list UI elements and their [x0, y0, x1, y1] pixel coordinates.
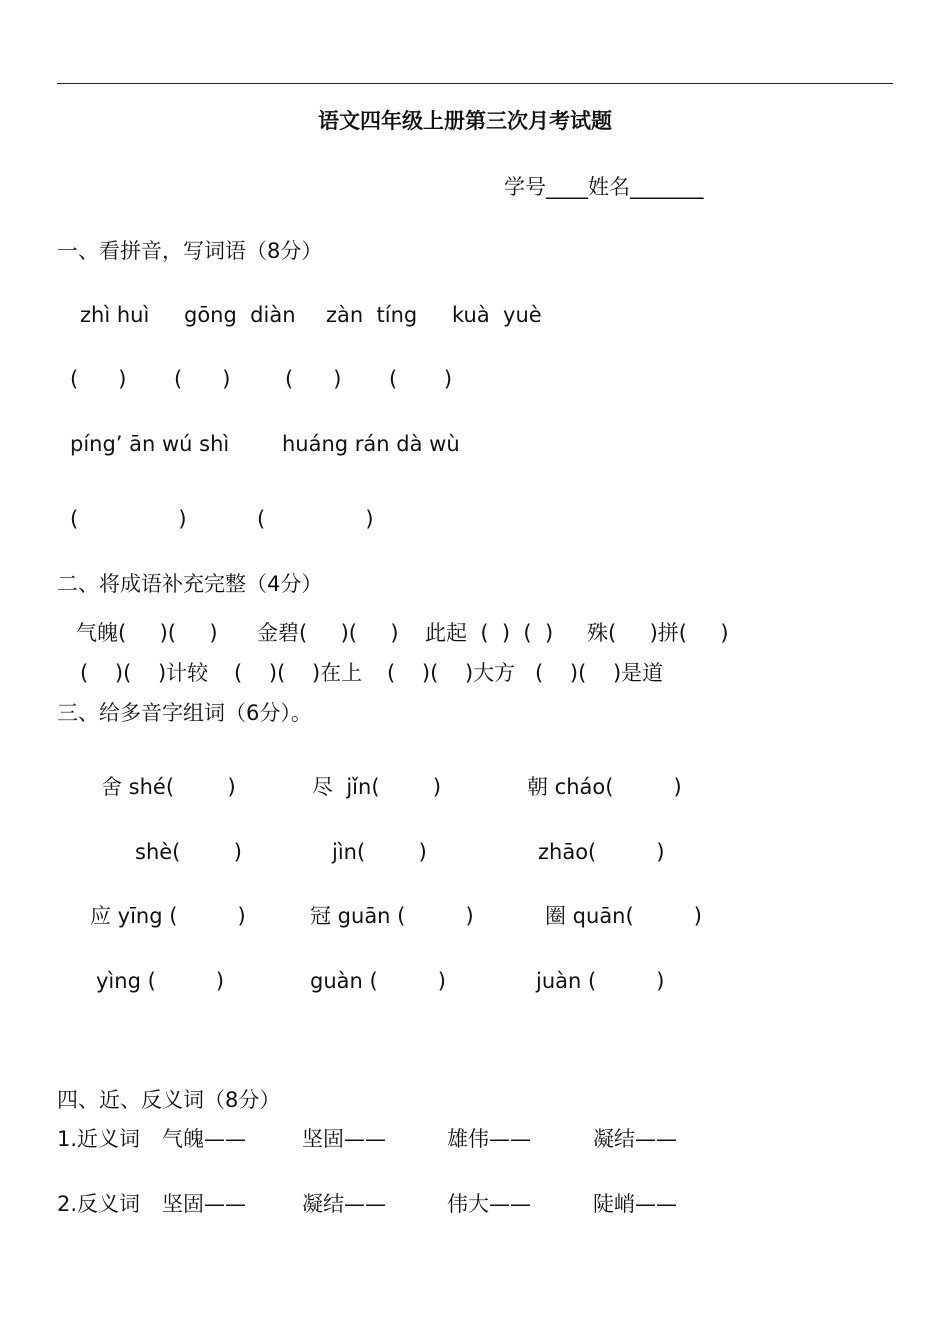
pinyin-item: gōng diàn [184, 303, 296, 327]
pinyin-item: huáng rán dà wù [282, 432, 460, 456]
pinyin-item: zàn tíng [326, 303, 418, 327]
answer-blank: ( ) [174, 367, 231, 391]
idiom-item: ( )( )是道 [535, 661, 664, 685]
polyphone-item: juàn ( ) [536, 969, 665, 993]
answer-blank: ( ) [70, 507, 187, 531]
polyphone-item: 舍 shé( ) [101, 775, 236, 799]
word-pair-item: 坚固—— [302, 1127, 386, 1151]
section4-heading: 四、近、反义词（8分） [57, 1088, 281, 1112]
synonym-label: 1.近义词 [57, 1127, 141, 1151]
polyphone-item: 尽 jǐn( ) [312, 775, 442, 799]
student-info-line: 学号____姓名_______ [504, 175, 704, 199]
word-pair-item: 陡峭—— [593, 1192, 677, 1216]
pinyin-item: kuà yuè [452, 303, 542, 327]
idiom-item: 殊( )拼( ) [587, 621, 729, 645]
section3-heading: 三、给多音字组词（6分）。 [57, 701, 312, 725]
polyphone-item: yìng ( ) [96, 969, 225, 993]
answer-blank: ( ) [70, 367, 127, 391]
word-pair-item: 凝结—— [593, 1127, 677, 1151]
word-pair-item: 气魄—— [162, 1127, 246, 1151]
pinyin-item: zhì huì [80, 303, 150, 327]
page-title: 语文四年级上册第三次月考试题 [318, 109, 612, 133]
polyphone-item: guàn ( ) [310, 969, 446, 993]
answer-blank: ( ) [389, 367, 453, 391]
word-pair-item: 坚固—— [162, 1192, 246, 1216]
answer-blank: ( ) [285, 367, 342, 391]
idiom-item: 金碧( )( ) [257, 621, 399, 645]
idiom-item: 此起 ( ) ( ) [425, 621, 554, 645]
pinyin-item: píng’ ān wú shì [70, 432, 230, 456]
polyphone-item: 朝 cháo( ) [527, 775, 682, 799]
top-rule [57, 83, 893, 84]
polyphone-item: 应 yīng ( ) [90, 904, 246, 928]
word-pair-item: 伟大—— [447, 1192, 531, 1216]
answer-blank: ( ) [257, 507, 374, 531]
word-pair-item: 雄伟—— [447, 1127, 531, 1151]
section2-heading: 二、将成语补充完整（4分） [57, 572, 323, 596]
polyphone-item: 圈 quān( ) [545, 904, 702, 928]
idiom-item: ( )( )在上 [234, 661, 363, 685]
antonym-label: 2.反义词 [57, 1192, 141, 1216]
idiom-item: 气魄( )( ) [76, 621, 218, 645]
polyphone-item: zhāo( ) [538, 840, 665, 864]
polyphone-item: jìn( ) [332, 840, 427, 864]
polyphone-item: shè( ) [135, 840, 242, 864]
word-pair-item: 凝结—— [302, 1192, 386, 1216]
polyphone-item: 冠 guān ( ) [310, 904, 474, 928]
idiom-item: ( )( )大方 [387, 661, 516, 685]
idiom-item: ( )( )计较 [80, 661, 209, 685]
section1-heading: 一、看拼音，写词语（8分） [57, 239, 323, 263]
